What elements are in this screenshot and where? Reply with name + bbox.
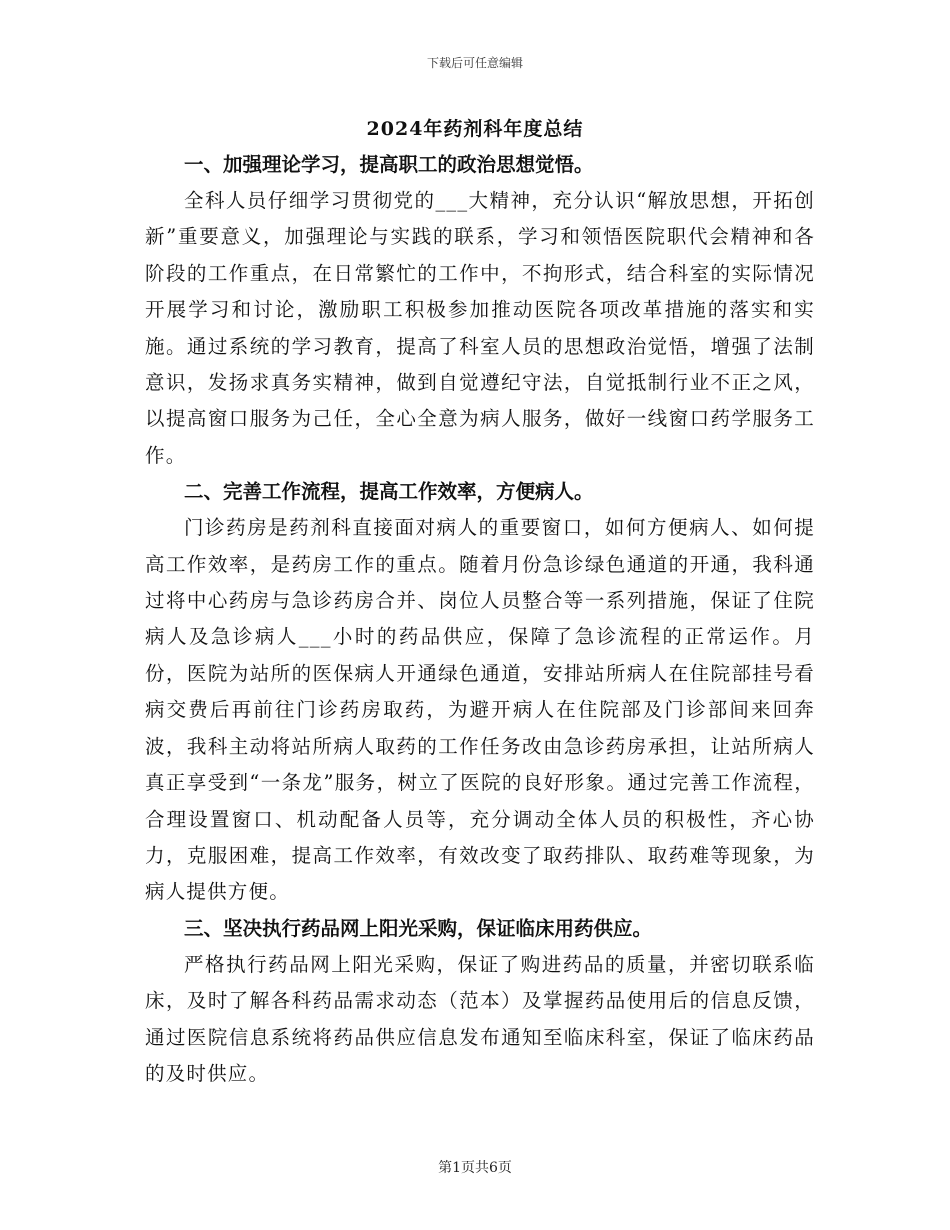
section-paragraph-2: 门诊药房是药剂科直接面对病人的重要窗口，如何方便病人、如何提高工作效率，是药房工作的重点。随着月份急诊绿色通道的开通，我科通过将中心药房与急诊药房合并、岗位人员整合等一系列措施，保证了住院病人及急诊病人___小时的药品供应，保障了急诊流程的正常运作。月份，医院为站所的医保病人开通绿色通道，安排站所病人在住院部挂号看病交费后再前往门诊药房取药，为避开病人在住院部及门诊部间来回奔波，我科主动将站所病人取药的工作任务改由急诊药房承担，让站所病人真正享受到“一条龙”服务，树立了医院的良好形象。通过完善工作流程，合理设置窗口、机动配备人员等，充分调动全体人员的积极性，齐心协力，克服困难，提高工作效率，有效改变了取药排队、取药难等现象，为病人提供方便。 xyxy=(145,516,815,904)
section-heading-3: 三、坚决执行药品网上阳光采购，保证临床用药供应。 xyxy=(184,916,653,940)
document-body xyxy=(145,147,815,1092)
header-note: 下载后可任意编辑 xyxy=(426,56,523,70)
section-paragraph-3: 严格执行药品网上阳光采购，保证了购进药品的质量，并密切联系临床，及时了解各科药品需求动态（范本）及掌握药品使用后的信息反馈，通过医院信息系统将药品供应信息发布通知至临床科室，保证了临床药品的及时供应。 xyxy=(145,952,815,1085)
page-footer: 第1页共6页 xyxy=(438,1160,512,1176)
section-heading-1: 一、加强理论学习，提高职工的政治思想觉悟。 xyxy=(184,153,594,176)
document-title: 2024年药剂科年度总结 xyxy=(366,118,584,140)
section-paragraph-1: 全科人员仔细学习贯彻党的___大精神，充分认识“解放思想，开拓创新”重要意义，加强理论与实践的联系，学习和领悟医院职代会精神和各阶段的工作重点，在日常繁忙的工作中，不拘形式，结合科室的实际情况开展学习和讨论，激励职工积极参加推动医院各项改革措施的落实和实施。通过系统的学习教育，提高了科室人员的思想政治觉悟，增强了法制意识，发扬求真务实精神，做到自觉遵纪守法，自觉抵制行业不正之风，以提高窗口服务为己任，全心全意为病人服务，做好一线窗口药学服务工作。 xyxy=(145,189,815,467)
section-heading-2: 二、完善工作流程，提高工作效率，方便病人。 xyxy=(184,480,594,504)
